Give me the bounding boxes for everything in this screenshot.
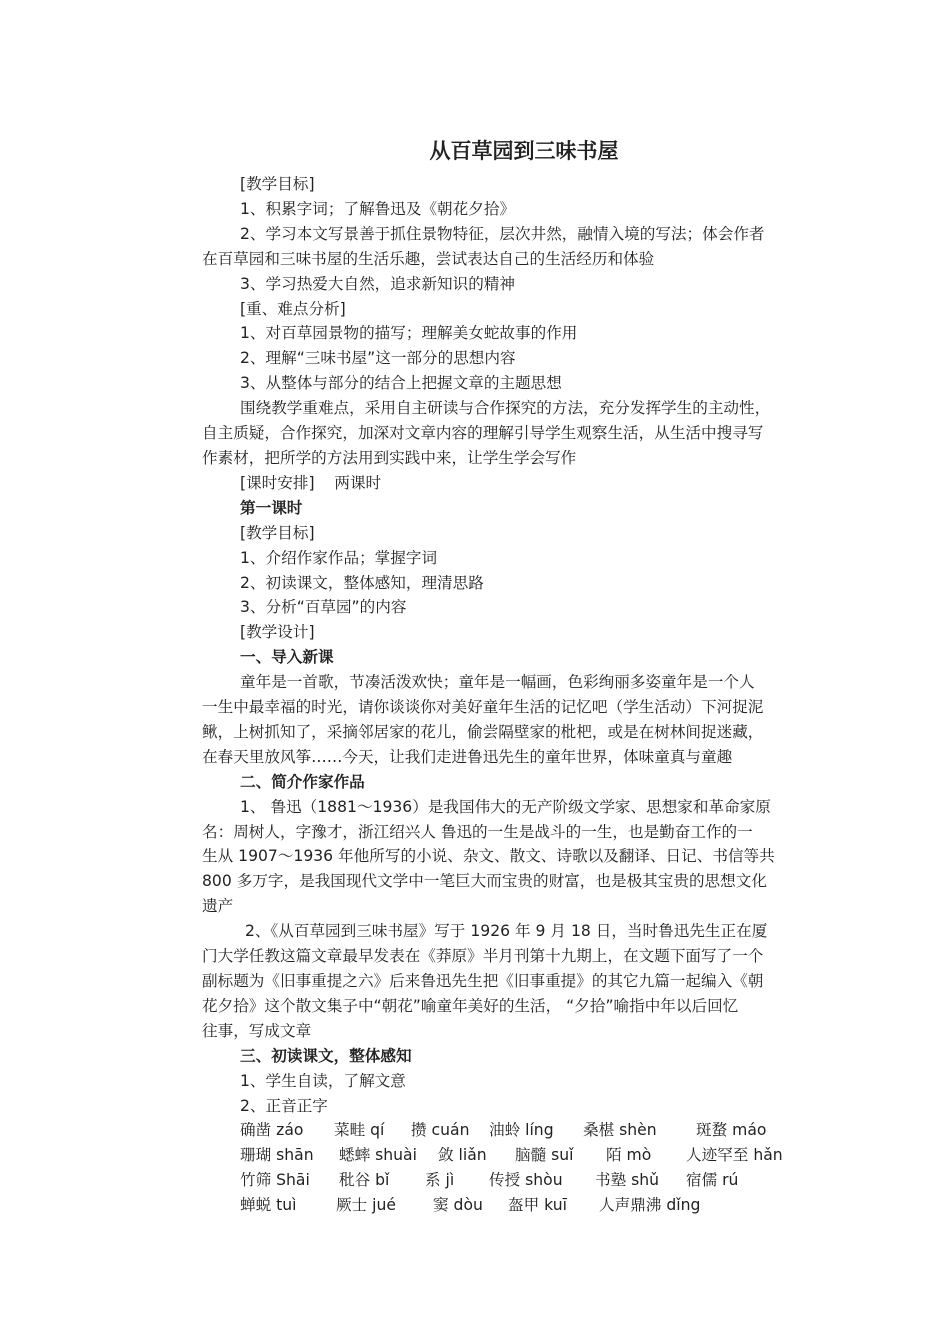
pinyin-word: 盔甲 kuī xyxy=(508,1196,567,1215)
method-paragraph: 围绕教学重难点，采用自主研读与合作探究的方法，充分发挥学生的主动性， xyxy=(240,399,771,418)
work-paragraph-cont: 门大学任教这篇文章最早发表在《莽原》半月刊第十九期上，在文题下面写了一个 xyxy=(202,947,764,966)
reading-step-2: 2、正音正字 xyxy=(240,1096,328,1115)
pinyin-word: 珊瑚 shān xyxy=(240,1146,314,1165)
pinyin-word: 蟋蟀 shuài xyxy=(339,1146,417,1165)
intro-paragraph-cont: 在春天里放风筝……今天，让我们走进鲁迅先生的童年世界，体味童真与童趣 xyxy=(202,747,733,766)
pinyin-word: 书塾 shǔ xyxy=(595,1171,660,1190)
pinyin-word: 竹筛 Shāi xyxy=(240,1171,310,1190)
intro-paragraph-cont: 鳅，上树抓知了，采摘邻居家的花儿，偷尝隔壁家的枇杷，或是在树林间捉迷藏， xyxy=(202,722,764,741)
key-point-1: 1、对百草园景物的描写；理解美女蛇故事的作用 xyxy=(240,324,578,343)
pinyin-row xyxy=(202,1168,806,1193)
heading-teaching-goals-2: [教学目标] xyxy=(240,523,315,542)
author-paragraph-cont: 名：周树人，字豫才，浙江绍兴人 鲁迅的一生是战斗的一生，也是勤奋工作的一 xyxy=(202,822,753,841)
goal-item-1: 1、积累字词；了解鲁迅及《朝花夕拾》 xyxy=(240,199,516,218)
method-paragraph-cont: 作素材，把所学的方法用到实践中来，让学生学会写作 xyxy=(202,448,577,467)
pinyin-word: 斑蝥 máo xyxy=(696,1121,767,1140)
pinyin-word: 人声鼎沸 dǐng xyxy=(599,1196,701,1215)
key-point-3: 3、从整体与部分的结合上把握文章的主题思想 xyxy=(240,374,562,393)
pinyin-word: 脑髓 suǐ xyxy=(515,1146,574,1165)
goal-item-2: 2、学习本文写景善于抓住景物特征，层次井然，融情入境的写法；体会作者 xyxy=(240,224,765,243)
pinyin-word: 窦 dòu xyxy=(433,1196,483,1215)
work-paragraph-cont: 往事，写成文章 xyxy=(202,1021,312,1040)
goal-item-2-cont: 在百草园和三味书屋的生活乐趣，尝试表达自己的生活经历和体验 xyxy=(202,249,655,268)
pinyin-row xyxy=(202,1193,806,1218)
intro-paragraph-cont: 一生中最幸福的时光，请你谈谈你对美好童年生活的记忆吧（学生活动）下河捉泥 xyxy=(202,698,764,717)
pinyin-word: 敛 liǎn xyxy=(438,1146,487,1165)
pinyin-word: 攒 cuán xyxy=(411,1121,470,1140)
key-point-2: 2、理解“三味书屋”这一部分的思想内容 xyxy=(240,349,516,368)
work-paragraph-cont: 花夕拾》这个散文集子中“朝花”喻童年美好的生活， “夕拾”喻指中年以后回忆 xyxy=(202,996,739,1015)
heading-key-points: [重、难点分析] xyxy=(240,299,346,318)
pinyin-word: 秕谷 bǐ xyxy=(339,1171,390,1190)
section-heading-intro: 一、导入新课 xyxy=(240,648,334,667)
lesson-goal-2: 2、初读课文，整体感知，理清思路 xyxy=(240,573,484,592)
pinyin-word: 陌 mò xyxy=(606,1146,652,1165)
author-paragraph-cont: 800 多万字，是我国现代文学中一笔巨大而宝贵的财富，也是极其宝贵的思想文化 xyxy=(202,872,767,891)
author-paragraph-cont: 生从 1907～1936 年他所写的小说、杂文、散文、诗歌以及翻译、日记、书信等共 xyxy=(202,847,775,866)
goal-item-3: 3、学习热爱大自然，追求新知识的精神 xyxy=(240,274,516,293)
section-heading-first-read: 三、初读课文，整体感知 xyxy=(240,1046,412,1065)
pinyin-word: 油蛉 líng xyxy=(489,1121,554,1140)
author-paragraph: 1、 鲁迅（1881～1936）是我国伟大的无产阶级文学家、思想家和革命家原 xyxy=(240,797,771,816)
pinyin-word: 传授 shòu xyxy=(489,1171,563,1190)
pinyin-row xyxy=(202,1143,806,1168)
pinyin-word: 厥士 jué xyxy=(336,1196,396,1215)
pinyin-word: 桑椹 shèn xyxy=(583,1121,657,1140)
heading-schedule: [课时安排] 两课时 xyxy=(240,473,382,492)
document-title: 从百草园到三味书屋 xyxy=(429,139,619,163)
heading-teaching-design: [教学设计] xyxy=(240,623,315,642)
reading-step-1: 1、学生自读，了解文意 xyxy=(240,1071,406,1090)
document-page xyxy=(202,134,806,1218)
pinyin-word: 系 jì xyxy=(425,1171,455,1190)
pinyin-row xyxy=(202,1118,806,1143)
method-paragraph-cont: 自主质疑，合作探究，加深对文章内容的理解引导学生观察生活，从生活中搜寻写 xyxy=(202,424,764,443)
work-paragraph-cont: 副标题为《旧事重提之六》后来鲁迅先生把《旧事重提》的其它九篇一起编入《朝 xyxy=(202,972,764,990)
pinyin-word: 菜畦 qí xyxy=(334,1121,385,1140)
author-paragraph-cont: 遗产 xyxy=(202,897,234,916)
pinyin-word: 蝉蜕 tuì xyxy=(240,1196,297,1215)
work-paragraph: 2、《从百草园到三味书屋》写于 1926 年 9 月 18 日，当时鲁迅先生正在厦 xyxy=(240,922,768,941)
pinyin-word: 确凿 záo xyxy=(240,1121,304,1140)
lesson-goal-1: 1、介绍作家作品；掌握字词 xyxy=(240,548,438,567)
lesson-goal-3: 3、分析“百草园”的内容 xyxy=(240,598,407,617)
pinyin-word: 宿儒 rú xyxy=(686,1171,739,1190)
heading-teaching-goals: [教学目标] xyxy=(240,175,315,193)
pinyin-word: 人迹罕至 hǎn xyxy=(686,1146,783,1165)
intro-paragraph: 童年是一首歌，节凑活泼欢快；童年是一幅画，色彩绚丽多姿童年是一个人 xyxy=(240,673,755,692)
heading-first-lesson: 第一课时 xyxy=(240,498,303,517)
section-heading-author: 二、简介作家作品 xyxy=(240,772,365,791)
